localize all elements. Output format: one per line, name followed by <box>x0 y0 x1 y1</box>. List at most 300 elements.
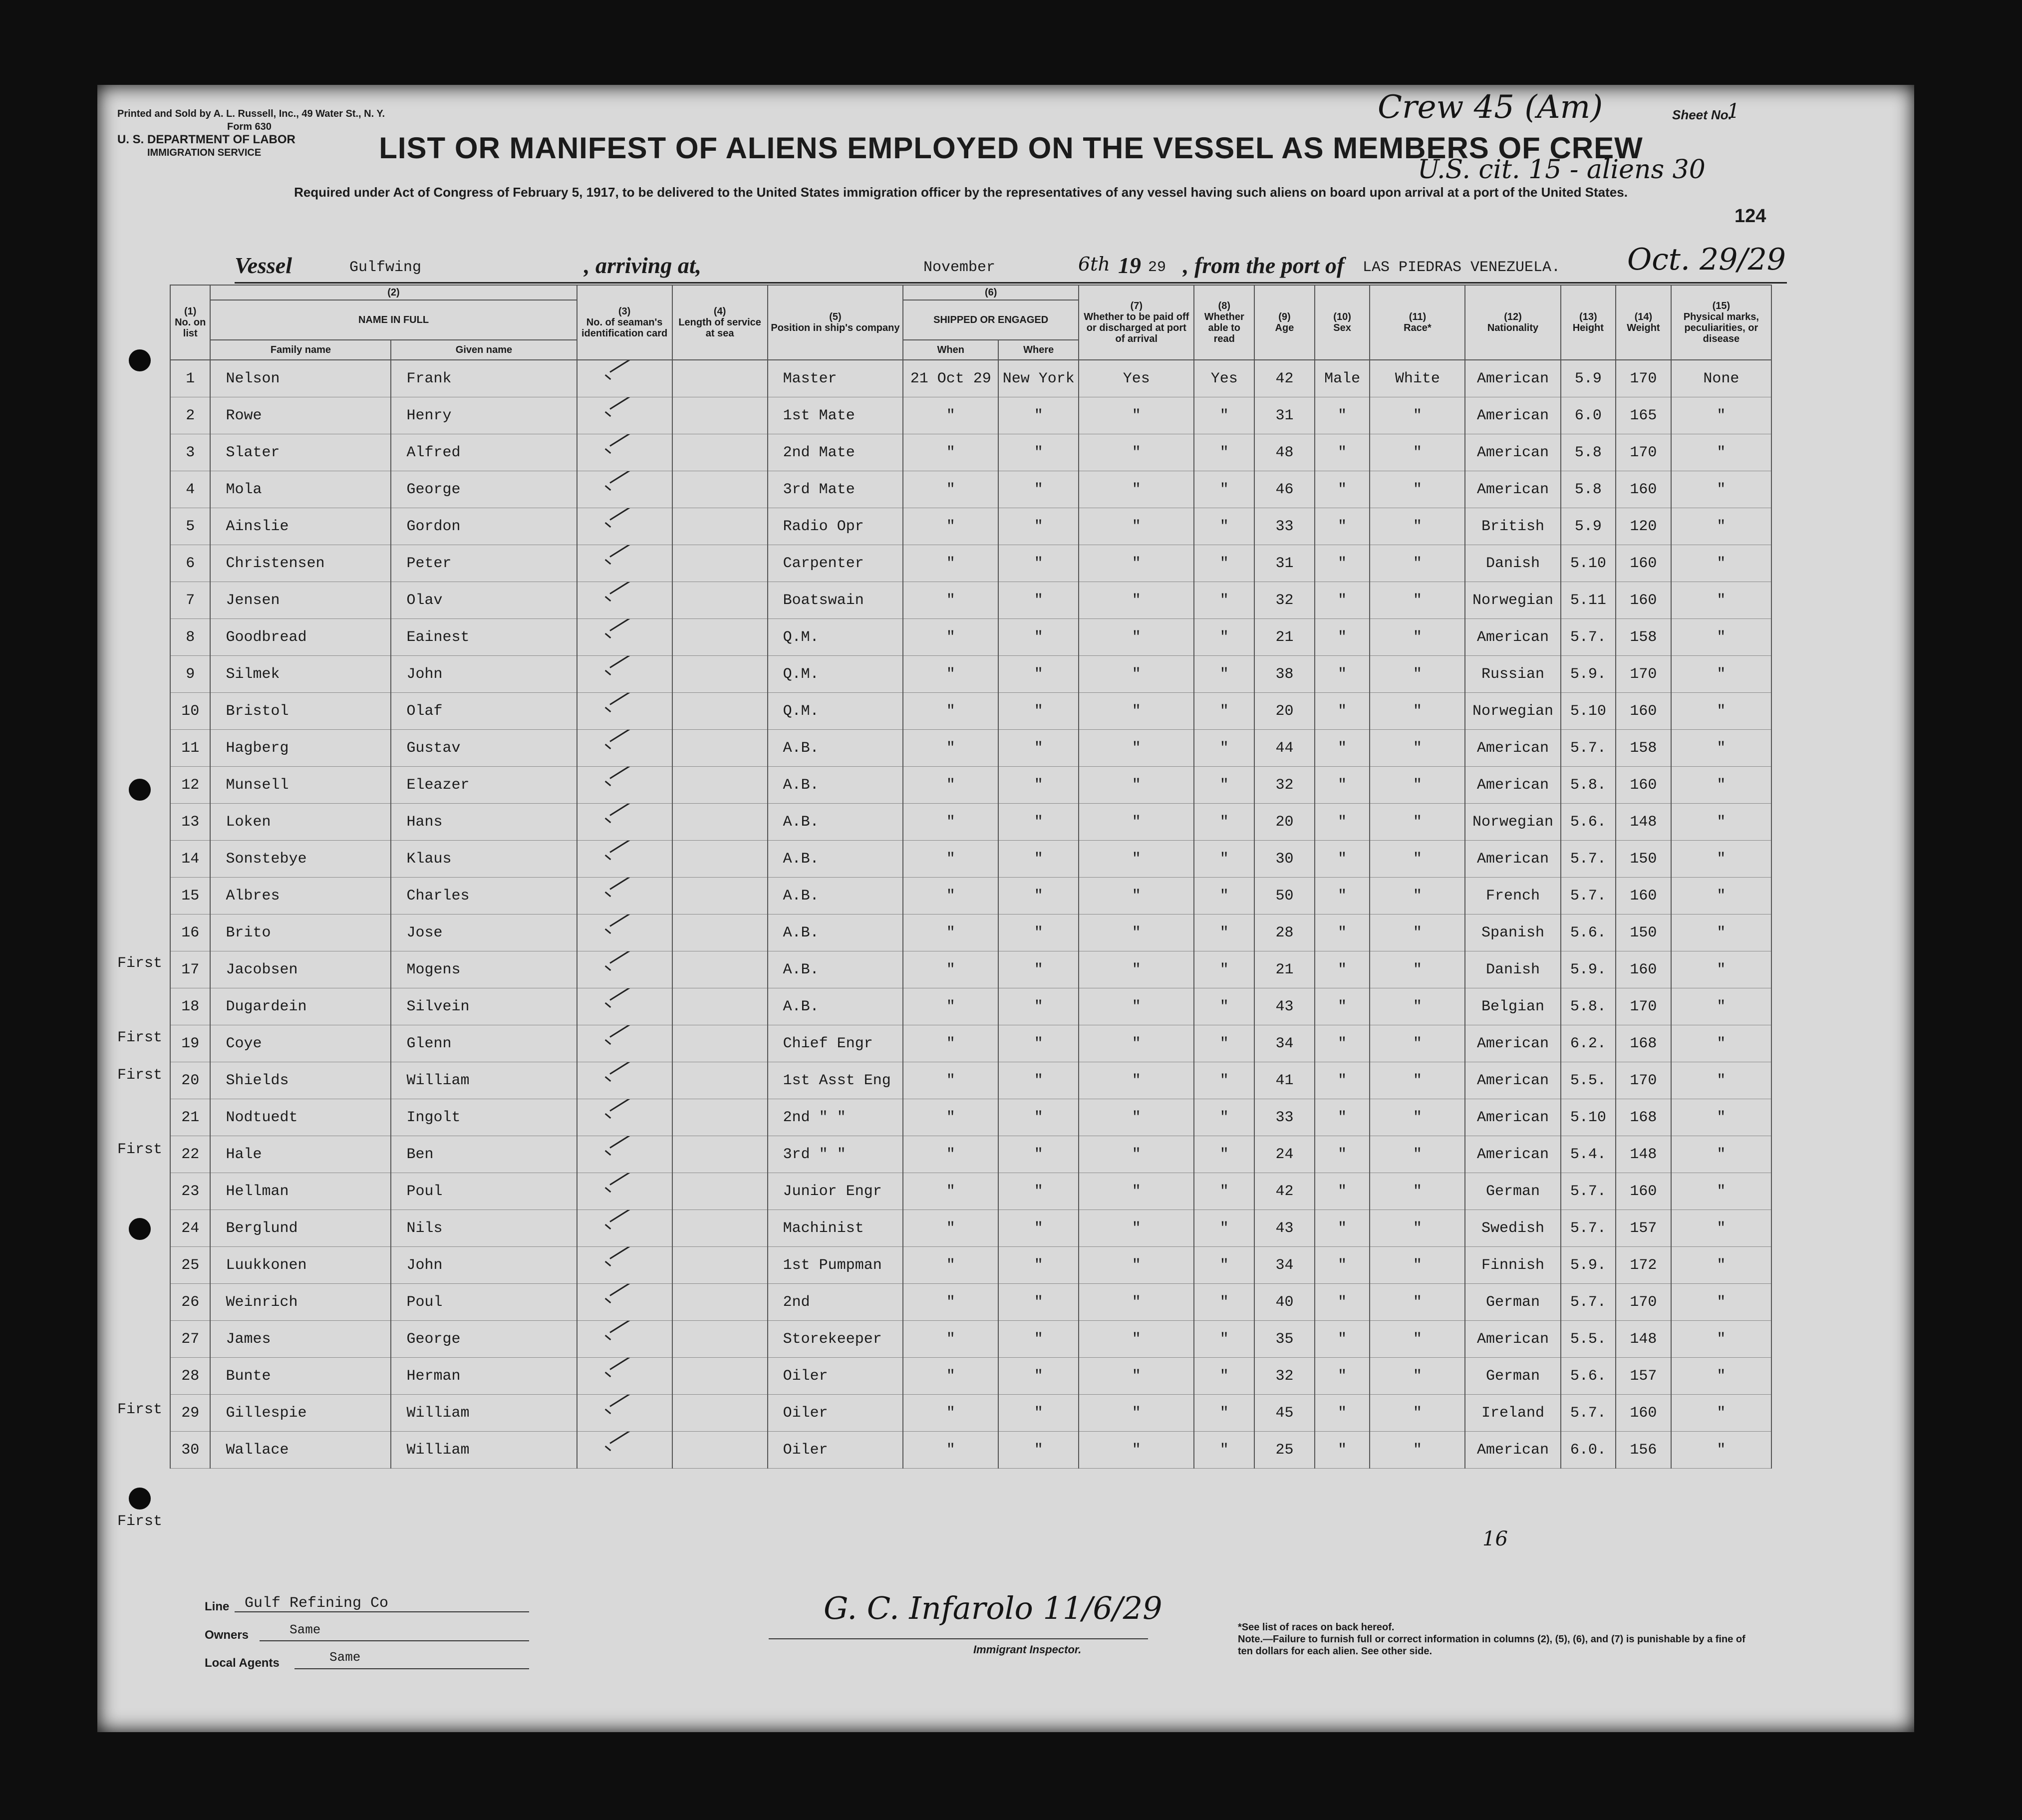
cell-shipped-when: " <box>903 1247 998 1284</box>
cell-height: 5.9. <box>1561 951 1616 988</box>
col-id-card-header: (3) No. of seaman's identification card <box>577 285 672 360</box>
cell-race: " <box>1370 804 1465 841</box>
cell-nationality: Spanish <box>1465 914 1560 951</box>
cell-age: 50 <box>1254 878 1315 914</box>
cell-able-to-read: " <box>1194 434 1254 471</box>
cell-position: A.B. <box>768 841 903 878</box>
cell-service-length <box>672 1062 768 1099</box>
cell-position: Oiler <box>768 1358 903 1395</box>
cell-id-card-check <box>577 434 672 471</box>
cell-age: 33 <box>1254 508 1315 545</box>
table-row <box>170 1284 1771 1321</box>
cell-age: 41 <box>1254 1062 1315 1099</box>
cell-age: 40 <box>1254 1284 1315 1321</box>
cell-row-number: 6 <box>170 545 210 582</box>
cell-shipped-where: " <box>998 951 1079 988</box>
cell-weight: 170 <box>1616 360 1671 397</box>
cell-able-to-read: " <box>1194 1173 1254 1210</box>
cell-service-length <box>672 1099 768 1136</box>
cell-race: " <box>1370 545 1465 582</box>
cell-sex: " <box>1315 619 1370 656</box>
checkmark-icon <box>602 440 647 460</box>
cell-race: " <box>1370 397 1465 434</box>
cell-race: " <box>1370 1321 1465 1358</box>
footnote-penalty: Note.—Failure to furnish full or correct information in columns (2), (5), (6), and (7) is punishable by a fine of ten dollars for each alien. See other side. <box>1238 1634 1745 1657</box>
cell-position: Machinist <box>768 1210 903 1247</box>
checkmark-icon <box>602 514 647 534</box>
cell-race: " <box>1370 1173 1465 1210</box>
cell-id-card-check <box>577 1432 672 1469</box>
cell-shipped-where: New York <box>998 360 1079 397</box>
sheet-no-value: 1 <box>1727 100 1740 123</box>
cell-id-card-check <box>577 1099 672 1136</box>
cell-given-name: Nils <box>391 1210 577 1247</box>
cell-shipped-where: " <box>998 471 1079 508</box>
cell-paid-off: " <box>1079 656 1194 693</box>
cell-id-card-check <box>577 1321 672 1358</box>
owners-rule <box>260 1640 529 1641</box>
cell-weight: 160 <box>1616 1395 1671 1432</box>
cell-age: 43 <box>1254 988 1315 1025</box>
cell-race: " <box>1370 1395 1465 1432</box>
cell-physical-marks: " <box>1671 397 1771 434</box>
table-row <box>170 1062 1771 1099</box>
cell-family-name: Hale <box>210 1136 391 1173</box>
cell-race: " <box>1370 988 1465 1025</box>
col-no-header: (1) No. on list <box>170 285 210 360</box>
checkmark-icon <box>602 1068 647 1088</box>
cell-id-card-check <box>577 1025 672 1062</box>
cell-age: 21 <box>1254 951 1315 988</box>
cell-id-card-check <box>577 1062 672 1099</box>
cell-sex: " <box>1315 1025 1370 1062</box>
cell-family-name: Brito <box>210 914 391 951</box>
cell-height: 5.7. <box>1561 1284 1616 1321</box>
cell-race: " <box>1370 1062 1465 1099</box>
cell-family-name: Albres <box>210 878 391 914</box>
table-row <box>170 619 1771 656</box>
col-shipped-header: SHIPPED OR ENGAGED <box>903 300 1079 340</box>
cell-position: Q.M. <box>768 656 903 693</box>
cell-physical-marks: " <box>1671 1136 1771 1173</box>
checkmark-icon <box>602 1253 647 1273</box>
punch-hole <box>129 779 151 801</box>
cell-race: " <box>1370 471 1465 508</box>
cell-row-number: 30 <box>170 1432 210 1469</box>
owners-label: Owners <box>205 1628 249 1642</box>
cell-physical-marks: " <box>1671 951 1771 988</box>
cell-id-card-check <box>577 767 672 804</box>
cell-physical-marks: " <box>1671 767 1771 804</box>
cell-id-card-check <box>577 1284 672 1321</box>
cell-service-length <box>672 1210 768 1247</box>
cell-weight: 170 <box>1616 656 1671 693</box>
cell-id-card-check <box>577 619 672 656</box>
cell-id-card-check <box>577 951 672 988</box>
cell-shipped-when: " <box>903 1173 998 1210</box>
col-when-header: When <box>903 340 998 360</box>
col-shipped-number: (6) <box>903 285 1079 300</box>
cell-able-to-read: " <box>1194 841 1254 878</box>
cell-race: " <box>1370 1025 1465 1062</box>
cell-age: 28 <box>1254 914 1315 951</box>
cell-race: " <box>1370 1358 1465 1395</box>
cell-nationality: Danish <box>1465 545 1560 582</box>
cell-position: Master <box>768 360 903 397</box>
checkmark-icon <box>602 847 647 867</box>
owners-value: Same <box>289 1622 321 1637</box>
cell-physical-marks: None <box>1671 360 1771 397</box>
cell-shipped-when: " <box>903 1284 998 1321</box>
cell-nationality: German <box>1465 1173 1560 1210</box>
cell-nationality: American <box>1465 1025 1560 1062</box>
cell-height: 5.11 <box>1561 582 1616 619</box>
cell-given-name: John <box>391 1247 577 1284</box>
cell-race: " <box>1370 1210 1465 1247</box>
cell-shipped-when: " <box>903 1210 998 1247</box>
cell-row-number: 24 <box>170 1210 210 1247</box>
agents-value: Same <box>329 1650 361 1665</box>
cell-age: 35 <box>1254 1321 1315 1358</box>
cell-service-length <box>672 1284 768 1321</box>
cell-able-to-read: " <box>1194 1136 1254 1173</box>
cell-position: Carpenter <box>768 545 903 582</box>
cell-nationality: American <box>1465 619 1560 656</box>
margin-note: First <box>117 1029 163 1046</box>
table-row <box>170 360 1771 397</box>
checkmark-icon <box>602 662 647 682</box>
cell-family-name: Silmek <box>210 656 391 693</box>
cell-sex: " <box>1315 545 1370 582</box>
cell-row-number: 4 <box>170 471 210 508</box>
cell-paid-off: " <box>1079 582 1194 619</box>
checkmark-icon <box>602 477 647 497</box>
cell-nationality: American <box>1465 1136 1560 1173</box>
cell-paid-off: " <box>1079 1025 1194 1062</box>
cell-sex: " <box>1315 434 1370 471</box>
checkmark-icon <box>602 625 647 645</box>
cell-nationality: American <box>1465 471 1560 508</box>
table-row <box>170 767 1771 804</box>
table-row <box>170 508 1771 545</box>
table-row <box>170 1173 1771 1210</box>
cell-paid-off: " <box>1079 767 1194 804</box>
cell-family-name: Dugardein <box>210 988 391 1025</box>
cell-position: A.B. <box>768 988 903 1025</box>
cell-paid-off: " <box>1079 988 1194 1025</box>
cell-row-number: 11 <box>170 730 210 767</box>
cell-given-name: Gustav <box>391 730 577 767</box>
cell-row-number: 1 <box>170 360 210 397</box>
cell-shipped-where: " <box>998 619 1079 656</box>
cell-shipped-when: " <box>903 804 998 841</box>
cell-service-length <box>672 1025 768 1062</box>
cell-row-number: 3 <box>170 434 210 471</box>
inspector-signature: G. C. Infarolo 11/6/29 <box>824 1590 1162 1626</box>
cell-shipped-when: " <box>903 914 998 951</box>
cell-shipped-when: " <box>903 841 998 878</box>
cell-age: 44 <box>1254 730 1315 767</box>
cell-able-to-read: " <box>1194 693 1254 730</box>
total-note: 16 <box>1482 1527 1508 1550</box>
cell-race: " <box>1370 730 1465 767</box>
cell-given-name: Silvein <box>391 988 577 1025</box>
cell-family-name: Slater <box>210 434 391 471</box>
cell-nationality: American <box>1465 397 1560 434</box>
cell-paid-off: " <box>1079 951 1194 988</box>
cell-position: A.B. <box>768 730 903 767</box>
cell-family-name: Bunte <box>210 1358 391 1395</box>
cell-sex: " <box>1315 656 1370 693</box>
cell-id-card-check <box>577 1173 672 1210</box>
cell-shipped-when: " <box>903 508 998 545</box>
cell-shipped-where: " <box>998 1025 1079 1062</box>
cell-able-to-read: " <box>1194 914 1254 951</box>
from-port-label: , from the port of <box>1183 253 1345 278</box>
cell-shipped-where: " <box>998 582 1079 619</box>
table-row <box>170 434 1771 471</box>
cell-age: 34 <box>1254 1247 1315 1284</box>
cell-physical-marks: " <box>1671 545 1771 582</box>
cell-family-name: Wallace <box>210 1432 391 1469</box>
cell-service-length <box>672 434 768 471</box>
cell-age: 31 <box>1254 397 1315 434</box>
cell-given-name: Peter <box>391 545 577 582</box>
cell-able-to-read: " <box>1194 767 1254 804</box>
cell-paid-off: " <box>1079 545 1194 582</box>
cell-id-card-check <box>577 1395 672 1432</box>
cell-service-length <box>672 360 768 397</box>
cell-able-to-read: " <box>1194 582 1254 619</box>
col-position-header: (5) Position in ship's company <box>768 285 903 360</box>
cell-service-length <box>672 693 768 730</box>
cell-physical-marks: " <box>1671 1321 1771 1358</box>
col-read-header: (8) Whether able to read <box>1194 285 1254 360</box>
cell-nationality: American <box>1465 767 1560 804</box>
cell-physical-marks: " <box>1671 841 1771 878</box>
cell-sex: " <box>1315 767 1370 804</box>
cell-paid-off: " <box>1079 1432 1194 1469</box>
cell-paid-off: " <box>1079 1321 1194 1358</box>
table-row <box>170 1210 1771 1247</box>
cell-shipped-when: " <box>903 434 998 471</box>
cell-weight: 148 <box>1616 1321 1671 1358</box>
cell-shipped-when: 21 Oct 29 <box>903 360 998 397</box>
col-given-name-header: Given name <box>391 340 577 360</box>
cell-nationality: American <box>1465 360 1560 397</box>
cell-weight: 160 <box>1616 1173 1671 1210</box>
cell-weight: 160 <box>1616 471 1671 508</box>
cell-shipped-when: " <box>903 878 998 914</box>
cell-nationality: Russian <box>1465 656 1560 693</box>
cell-family-name: Jensen <box>210 582 391 619</box>
arrival-day: 6th <box>1078 253 1110 275</box>
cell-able-to-read: " <box>1194 508 1254 545</box>
cell-nationality: American <box>1465 1432 1560 1469</box>
checkmark-icon <box>602 1031 647 1051</box>
cell-given-name: Olav <box>391 582 577 619</box>
cell-race: " <box>1370 878 1465 914</box>
cell-family-name: Shields <box>210 1062 391 1099</box>
checkmark-icon <box>602 736 647 756</box>
cell-family-name: Berglund <box>210 1210 391 1247</box>
year-prefix: 19 <box>1118 253 1141 278</box>
cell-race: " <box>1370 914 1465 951</box>
cell-weight: 168 <box>1616 1099 1671 1136</box>
cell-nationality: Danish <box>1465 951 1560 988</box>
cell-id-card-check <box>577 693 672 730</box>
cell-shipped-where: " <box>998 1062 1079 1099</box>
cell-weight: 170 <box>1616 1284 1671 1321</box>
cell-shipped-where: " <box>998 1284 1079 1321</box>
document-title: LIST OR MANIFEST OF ALIENS EMPLOYED ON THE VESSEL AS MEMBERS OF CREW <box>379 131 1643 165</box>
cell-nationality: German <box>1465 1284 1560 1321</box>
year-suffix: 29 <box>1148 259 1166 276</box>
cell-paid-off: " <box>1079 730 1194 767</box>
cell-able-to-read: " <box>1194 1358 1254 1395</box>
cell-physical-marks: " <box>1671 656 1771 693</box>
vessel-line <box>235 242 1787 284</box>
cell-sex: Male <box>1315 360 1370 397</box>
cell-weight: 170 <box>1616 988 1671 1025</box>
cell-position: Oiler <box>768 1395 903 1432</box>
cell-physical-marks: " <box>1671 693 1771 730</box>
checkmark-icon <box>602 1179 647 1199</box>
punch-hole <box>129 349 151 371</box>
cell-position: 2nd " " <box>768 1099 903 1136</box>
cell-height: 5.9 <box>1561 508 1616 545</box>
cell-position: 1st Mate <box>768 397 903 434</box>
cell-physical-marks: " <box>1671 1210 1771 1247</box>
cell-weight: 160 <box>1616 951 1671 988</box>
cell-shipped-when: " <box>903 1062 998 1099</box>
col-name-header: NAME IN FULL <box>210 300 577 340</box>
arrival-month: November <box>923 259 996 276</box>
cell-position: Boatswain <box>768 582 903 619</box>
cell-able-to-read: " <box>1194 804 1254 841</box>
cell-id-card-check <box>577 508 672 545</box>
cell-weight: 148 <box>1616 804 1671 841</box>
table-row <box>170 1136 1771 1173</box>
table-row <box>170 730 1771 767</box>
cell-height: 5.8. <box>1561 988 1616 1025</box>
cell-physical-marks: " <box>1671 471 1771 508</box>
cell-shipped-when: " <box>903 582 998 619</box>
cell-paid-off: " <box>1079 471 1194 508</box>
cell-id-card-check <box>577 1358 672 1395</box>
cell-physical-marks: " <box>1671 1062 1771 1099</box>
cell-able-to-read: " <box>1194 397 1254 434</box>
cell-sex: " <box>1315 582 1370 619</box>
cell-shipped-where: " <box>998 656 1079 693</box>
cell-sex: " <box>1315 508 1370 545</box>
cell-given-name: William <box>391 1432 577 1469</box>
cell-shipped-where: " <box>998 841 1079 878</box>
cell-position: 3rd " " <box>768 1136 903 1173</box>
cell-physical-marks: " <box>1671 1099 1771 1136</box>
cell-weight: 172 <box>1616 1247 1671 1284</box>
cell-id-card-check <box>577 841 672 878</box>
table-row <box>170 1025 1771 1062</box>
cell-height: 6.0 <box>1561 397 1616 434</box>
cell-service-length <box>672 914 768 951</box>
col-where-header: Where <box>998 340 1079 360</box>
citizens-aliens-note: U.S. cit. 15 - aliens 30 <box>1418 155 1706 185</box>
cell-age: 45 <box>1254 1395 1315 1432</box>
cell-weight: 160 <box>1616 767 1671 804</box>
table-row <box>170 988 1771 1025</box>
checkmark-icon <box>602 1216 647 1236</box>
cell-family-name: Weinrich <box>210 1284 391 1321</box>
cell-physical-marks: " <box>1671 582 1771 619</box>
cell-service-length <box>672 1395 768 1432</box>
cell-family-name: Mola <box>210 471 391 508</box>
from-port: LAS PIEDRAS VENEZUELA. <box>1363 259 1561 276</box>
checkmark-icon <box>602 810 647 830</box>
table-row <box>170 582 1771 619</box>
cell-id-card-check <box>577 656 672 693</box>
cell-shipped-when: " <box>903 693 998 730</box>
cell-sex: " <box>1315 730 1370 767</box>
cell-given-name: Charles <box>391 878 577 914</box>
table-row <box>170 1099 1771 1136</box>
document-subtitle: Required under Act of Congress of February 5, 1917, to be delivered to the United States immigration officer by the representatives of any vessel having such aliens on board upon arrival at a port of the United States. <box>294 185 1628 200</box>
cell-weight: 170 <box>1616 1062 1671 1099</box>
col-sex-header: (10) Sex <box>1315 285 1370 360</box>
cell-service-length <box>672 841 768 878</box>
cell-height: 5.7. <box>1561 841 1616 878</box>
cell-sex: " <box>1315 1395 1370 1432</box>
cell-weight: 157 <box>1616 1210 1671 1247</box>
cell-age: 42 <box>1254 1173 1315 1210</box>
cell-race: " <box>1370 841 1465 878</box>
cell-physical-marks: " <box>1671 508 1771 545</box>
cell-nationality: Norwegian <box>1465 582 1560 619</box>
cell-position: A.B. <box>768 914 903 951</box>
cell-able-to-read: Yes <box>1194 360 1254 397</box>
cell-weight: 160 <box>1616 545 1671 582</box>
cell-physical-marks: " <box>1671 1432 1771 1469</box>
cell-weight: 160 <box>1616 693 1671 730</box>
cell-id-card-check <box>577 730 672 767</box>
vessel-label: Vessel <box>235 253 292 278</box>
cell-age: 32 <box>1254 767 1315 804</box>
cell-sex: " <box>1315 914 1370 951</box>
crew-count-note: Crew 45 (Am) <box>1378 89 1603 126</box>
cell-shipped-when: " <box>903 1395 998 1432</box>
cell-height: 5.7. <box>1561 1173 1616 1210</box>
cell-given-name: Herman <box>391 1358 577 1395</box>
cell-shipped-when: " <box>903 1099 998 1136</box>
checkmark-icon <box>602 1290 647 1310</box>
cell-able-to-read: " <box>1194 545 1254 582</box>
cell-shipped-where: " <box>998 1210 1079 1247</box>
arriving-label: , arriving at, <box>584 253 702 278</box>
cell-position: 2nd <box>768 1284 903 1321</box>
cell-service-length <box>672 1321 768 1358</box>
cell-weight: 165 <box>1616 397 1671 434</box>
cell-sex: " <box>1315 1247 1370 1284</box>
col-marks-header: (15) Physical marks, peculiarities, or disease <box>1671 285 1771 360</box>
cell-shipped-when: " <box>903 1025 998 1062</box>
cell-id-card-check <box>577 360 672 397</box>
cell-sex: " <box>1315 1432 1370 1469</box>
table-row <box>170 397 1771 434</box>
col-weight-header: (14) Weight <box>1616 285 1671 360</box>
cell-shipped-when: " <box>903 951 998 988</box>
cell-service-length <box>672 1432 768 1469</box>
cell-height: 5.8 <box>1561 434 1616 471</box>
